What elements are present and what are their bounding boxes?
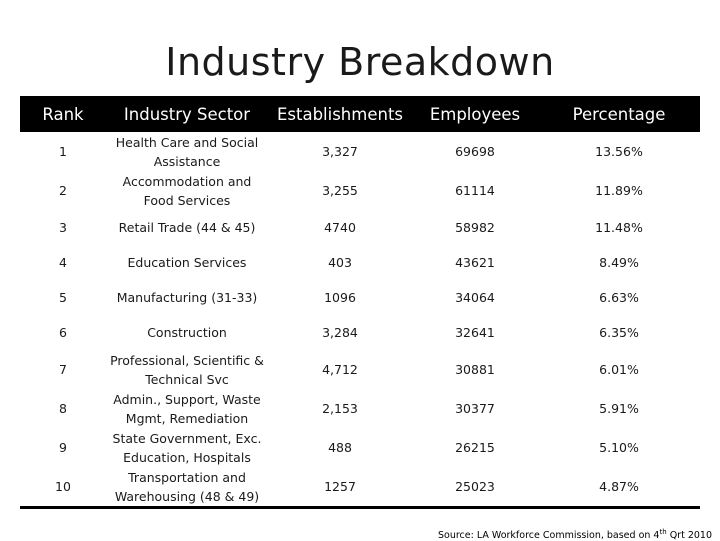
header-percentage: Percentage bbox=[572, 104, 666, 124]
page-title: Industry Breakdown bbox=[165, 40, 555, 84]
cell-sector: Manufacturing (31-33) bbox=[116, 290, 258, 305]
industry-table bbox=[20, 96, 700, 509]
cell-percentage: 4.87% bbox=[599, 479, 639, 494]
header-sector: Industry Sector bbox=[123, 104, 251, 124]
source-note bbox=[438, 528, 712, 541]
cell-rank: 8 bbox=[59, 401, 67, 416]
cell-rank: 7 bbox=[59, 362, 67, 377]
cell-rank: 10 bbox=[55, 479, 71, 494]
table-row bbox=[20, 171, 700, 210]
cell-establishments: 1257 bbox=[324, 479, 356, 494]
cell-percentage: 8.49% bbox=[599, 255, 639, 270]
cell-employees: 30377 bbox=[455, 401, 495, 416]
cell-sector: Retail Trade (44 & 45) bbox=[118, 220, 256, 235]
cell-percentage: 6.01% bbox=[599, 362, 639, 377]
cell-rank: 2 bbox=[59, 183, 67, 198]
cell-percentage: 6.35% bbox=[599, 325, 639, 340]
source-prefix: Source: LA Workforce Commission, based on 4 bbox=[438, 530, 660, 541]
cell-sector: Accommodation and Food Services bbox=[122, 173, 252, 208]
cell-establishments: 403 bbox=[328, 255, 352, 270]
cell-percentage: 11.48% bbox=[595, 220, 643, 235]
cell-establishments: 3,327 bbox=[322, 144, 358, 159]
cell-percentage: 13.56% bbox=[595, 144, 643, 159]
cell-percentage: 6.63% bbox=[599, 290, 639, 305]
cell-employees: 34064 bbox=[455, 290, 495, 305]
cell-establishments: 3,255 bbox=[322, 183, 358, 198]
cell-establishments: 488 bbox=[328, 440, 352, 455]
cell-sector: Admin., Support, Waste Mgmt, Remediation bbox=[113, 391, 261, 426]
cell-employees: 32641 bbox=[455, 325, 495, 340]
cell-percentage: 5.10% bbox=[599, 440, 639, 455]
cell-employees: 61114 bbox=[455, 183, 495, 198]
header-employees: Employees bbox=[429, 104, 521, 124]
table-row bbox=[20, 280, 700, 315]
cell-rank: 1 bbox=[59, 144, 67, 159]
table-row bbox=[20, 389, 700, 428]
cell-establishments: 3,284 bbox=[322, 325, 358, 340]
table-row bbox=[20, 315, 700, 350]
cell-sector: Transportation and Warehousing (48 & 49) bbox=[114, 469, 260, 504]
cell-employees: 69698 bbox=[455, 144, 495, 159]
table-row bbox=[20, 132, 700, 171]
table-row bbox=[20, 350, 700, 389]
source-suffix: Qrt 2010 bbox=[666, 530, 712, 541]
cell-rank: 5 bbox=[59, 290, 67, 305]
table-row bbox=[20, 467, 700, 506]
cell-rank: 9 bbox=[59, 440, 67, 455]
source-sup: th bbox=[659, 528, 667, 536]
cell-rank: 4 bbox=[59, 255, 67, 270]
cell-employees: 58982 bbox=[455, 220, 495, 235]
cell-sector: Professional, Scientific & Technical Svc bbox=[110, 352, 264, 387]
table-row bbox=[20, 210, 700, 245]
cell-percentage: 5.91% bbox=[599, 401, 639, 416]
cell-sector: Health Care and Social Assistance bbox=[115, 134, 259, 169]
cell-sector: Education Services bbox=[127, 255, 247, 270]
cell-sector: Construction bbox=[147, 325, 227, 340]
cell-establishments: 1096 bbox=[324, 290, 356, 305]
cell-establishments: 4,712 bbox=[322, 362, 358, 377]
header-establishments: Establishments bbox=[276, 104, 404, 124]
table-row bbox=[20, 245, 700, 280]
cell-employees: 26215 bbox=[455, 440, 495, 455]
cell-establishments: 2,153 bbox=[322, 401, 358, 416]
header-rank: Rank bbox=[42, 104, 84, 124]
cell-employees: 43621 bbox=[455, 255, 495, 270]
table-row bbox=[20, 428, 700, 467]
cell-sector: State Government, Exc. Education, Hospitals bbox=[112, 430, 262, 465]
cell-employees: 30881 bbox=[455, 362, 495, 377]
cell-percentage: 11.89% bbox=[595, 183, 643, 198]
cell-rank: 6 bbox=[59, 325, 67, 340]
cell-rank: 3 bbox=[59, 220, 67, 235]
cell-establishments: 4740 bbox=[324, 220, 356, 235]
table-header bbox=[20, 96, 700, 132]
cell-employees: 25023 bbox=[455, 479, 495, 494]
